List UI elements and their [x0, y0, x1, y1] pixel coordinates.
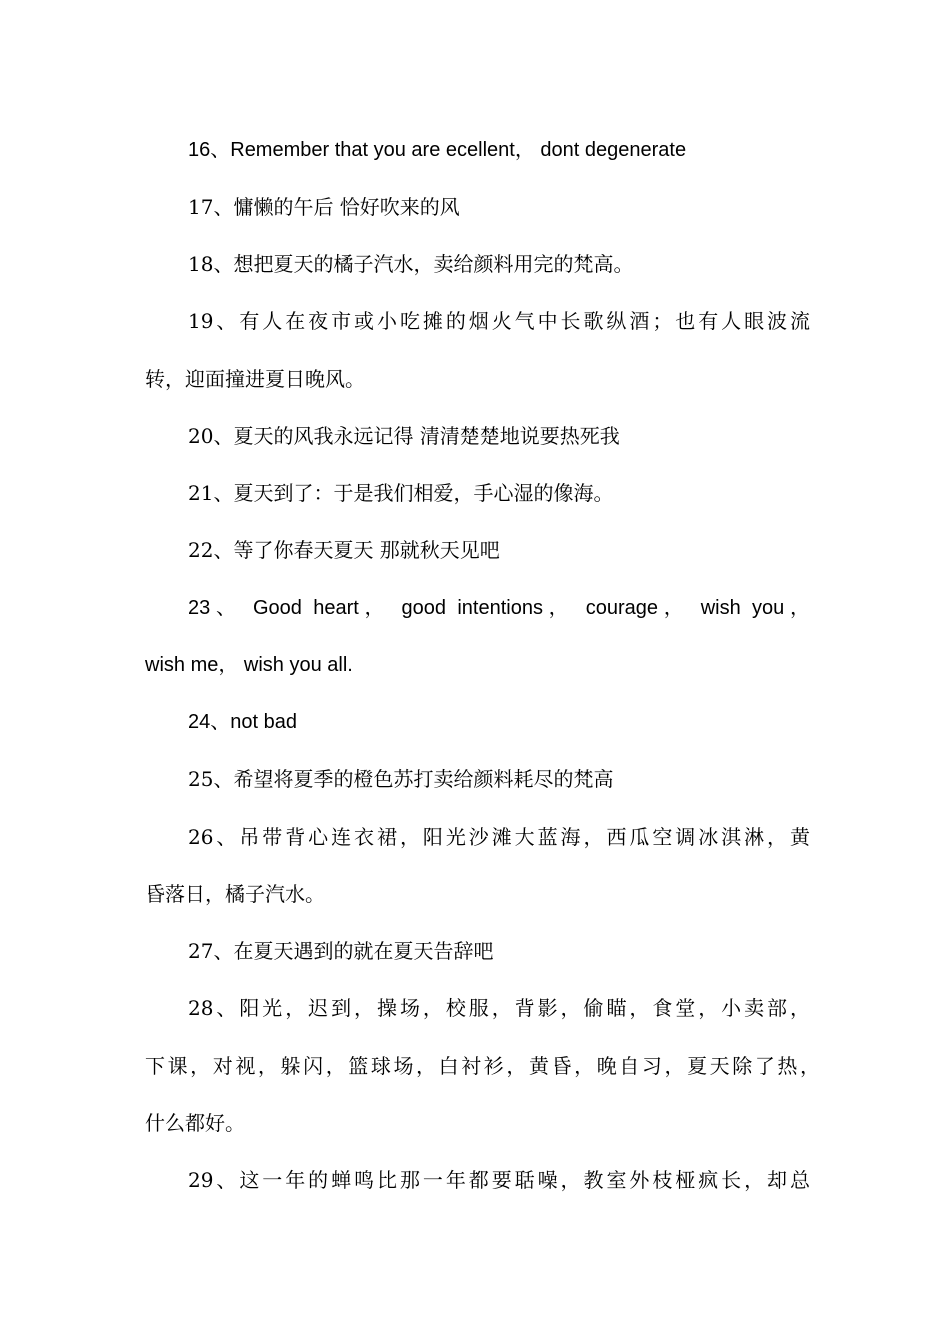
text-line-28-part2: 下课，对视，躲闪，篮球场，白衬衫，黄昏，晚自习，夏天除了热， [145, 1054, 820, 1078]
text-line-16: 16、Remember that you are ecellent， dont degenerate [188, 139, 687, 161]
text-line-20: 20、夏天的风我永远记得 清清楚楚地说要热死我 [188, 424, 620, 448]
text-line-23-part1: 23、 Good heart， good intentions， courage， wish you， [188, 597, 810, 619]
text-line-18: 18、想把夏天的橘子汽水，卖给颜料用完的梵高。 [188, 252, 634, 276]
text-line-22: 22、等了你春天夏天 那就秋天见吧 [188, 538, 500, 562]
text-line-19-part1: 19、有人在夜市或小吃摊的烟火气中长歌纵酒；也有人眼波流 [188, 309, 810, 333]
text-line-26-part2: 昏落日，橘子汽水。 [145, 882, 325, 906]
text-line-24: 24、not bad [188, 711, 297, 733]
text-line-19-part2: 转，迎面撞进夏日晚风。 [145, 367, 365, 391]
text-line-28-part1: 28、阳光，迟到，操场，校服，背影，偷瞄，食堂，小卖部， [188, 996, 810, 1020]
text-line-23-part2: wish me， wish you all. [145, 654, 353, 676]
text-line-28-part3: 什么都好。 [145, 1111, 245, 1135]
text-line-21: 21、夏天到了：于是我们相爱，手心湿的像海。 [188, 481, 614, 505]
text-line-27: 27、在夏天遇到的就在夏天告辞吧 [188, 939, 494, 963]
text-line-17: 17、慵懒的午后 恰好吹来的风 [188, 195, 460, 219]
text-line-25: 25、希望将夏季的橙色苏打卖给颜料耗尽的梵高 [188, 767, 614, 791]
text-line-29-part1: 29、这一年的蝉鸣比那一年都要聒噪，教室外枝桠疯长，却总 [188, 1168, 810, 1192]
text-line-26-part1: 26、吊带背心连衣裙，阳光沙滩大蓝海，西瓜空调冰淇淋，黄 [188, 825, 810, 849]
